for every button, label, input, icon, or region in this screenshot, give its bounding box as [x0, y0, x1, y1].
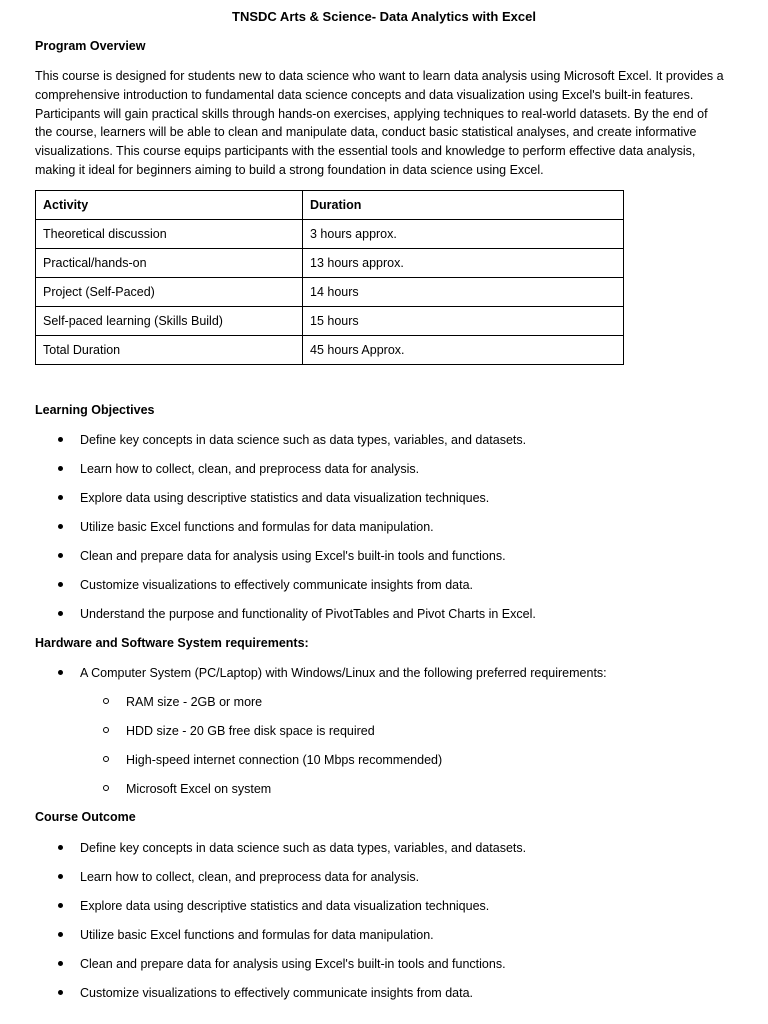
table-row	[36, 278, 624, 307]
duration-cell: 14 hours	[303, 278, 624, 307]
duration-cell: 45 hours Approx.	[303, 336, 624, 365]
list-item: Clean and prepare data for analysis using Excel's built-in tools and functions.	[35, 548, 536, 577]
bullet-icon	[58, 495, 63, 500]
table-row	[36, 307, 624, 336]
bullet-icon	[58, 903, 63, 908]
overview-line: the course, learners will be able to clean and manipulate data, conduct basic statistical analyses, and create informative	[35, 125, 697, 140]
bullet-icon	[58, 961, 63, 966]
bullet-icon	[58, 932, 63, 937]
column-header-activity: Activity	[36, 191, 303, 220]
table-row	[36, 336, 624, 365]
sub-list-item: Microsoft Excel on system	[35, 781, 442, 810]
activity-cell: Total Duration	[36, 336, 303, 365]
table-row	[36, 249, 624, 278]
document-title: TNSDC Arts & Science- Data Analytics with Excel	[232, 9, 536, 24]
learning-objectives-list	[35, 432, 536, 635]
sub-list-item: HDD size - 20 GB free disk space is required	[35, 723, 442, 752]
duration-cell: 15 hours	[303, 307, 624, 336]
list-item: Customize visualizations to effectively communicate insights from data.	[35, 985, 526, 1014]
requirements-sub-list	[35, 694, 442, 810]
activity-cell: Theoretical discussion	[36, 220, 303, 249]
list-item: Customize visualizations to effectively communicate insights from data.	[35, 577, 536, 606]
column-header-duration: Duration	[303, 191, 624, 220]
bullet-icon	[58, 845, 63, 850]
list-item: Clean and prepare data for analysis using Excel's built-in tools and functions.	[35, 956, 526, 985]
list-item: Explore data using descriptive statistics and data visualization techniques.	[35, 898, 526, 927]
list-item: A Computer System (PC/Laptop) with Windows/Linux and the following preferred requirements:	[35, 665, 607, 694]
bullet-icon	[58, 553, 63, 558]
list-item: Learn how to collect, clean, and preprocess data for analysis.	[35, 869, 526, 898]
activity-duration-table	[35, 190, 624, 365]
circle-bullet-icon	[103, 756, 109, 762]
list-item: Utilize basic Excel functions and formulas for data manipulation.	[35, 519, 536, 548]
activity-cell: Practical/hands-on	[36, 249, 303, 278]
activity-cell: Project (Self-Paced)	[36, 278, 303, 307]
bullet-icon	[58, 611, 63, 616]
bullet-icon	[58, 466, 63, 471]
activity-cell: Self-paced learning (Skills Build)	[36, 307, 303, 336]
program-overview-paragraph	[35, 67, 735, 180]
list-item: Understand the purpose and functionality of PivotTables and Pivot Charts in Excel.	[35, 606, 536, 635]
requirements-heading: Hardware and Software System requirements:	[35, 636, 309, 650]
bullet-icon	[58, 582, 63, 587]
list-item: Define key concepts in data science such as data types, variables, and datasets.	[35, 432, 536, 461]
bullet-icon	[58, 990, 63, 995]
duration-cell: 3 hours approx.	[303, 220, 624, 249]
sub-list-item: High-speed internet connection (10 Mbps recommended)	[35, 752, 442, 781]
list-item: Define key concepts in data science such as data types, variables, and datasets.	[35, 840, 526, 869]
requirements-list	[35, 665, 607, 694]
learning-objectives-heading: Learning Objectives	[35, 403, 155, 417]
bullet-icon	[58, 874, 63, 879]
overview-line: Participants will gain practical skills through hands-on exercises, applying techniques to real-world datasets. By the end of	[35, 106, 708, 121]
overview-line: comprehensive introduction to fundamental data science concepts and data visualization using Excel's built-in features.	[35, 87, 694, 102]
duration-cell: 13 hours approx.	[303, 249, 624, 278]
program-overview-heading: Program Overview	[35, 39, 146, 53]
overview-line: making it ideal for beginners aiming to build a strong foundation in data science using Excel.	[35, 162, 544, 177]
overview-line: visualizations. This course equips participants with the essential tools and knowledge to perform effective data analysis,	[35, 144, 696, 159]
course-outcome-heading: Course Outcome	[35, 810, 136, 824]
list-item: Explore data using descriptive statistics and data visualization techniques.	[35, 490, 536, 519]
bullet-icon	[58, 524, 63, 529]
bullet-icon	[58, 437, 63, 442]
circle-bullet-icon	[103, 727, 109, 733]
circle-bullet-icon	[103, 785, 109, 791]
sub-list-item: RAM size - 2GB or more	[35, 694, 442, 723]
course-outcome-list	[35, 840, 526, 1014]
bullet-icon	[58, 670, 63, 675]
list-item: Learn how to collect, clean, and preprocess data for analysis.	[35, 461, 536, 490]
list-item: Utilize basic Excel functions and formulas for data manipulation.	[35, 927, 526, 956]
table-header-row	[36, 191, 624, 220]
overview-line: This course is designed for students new to data science who want to learn data analysis using Microsoft Excel. It provides a	[35, 69, 724, 83]
table-row	[36, 220, 624, 249]
circle-bullet-icon	[103, 698, 109, 704]
